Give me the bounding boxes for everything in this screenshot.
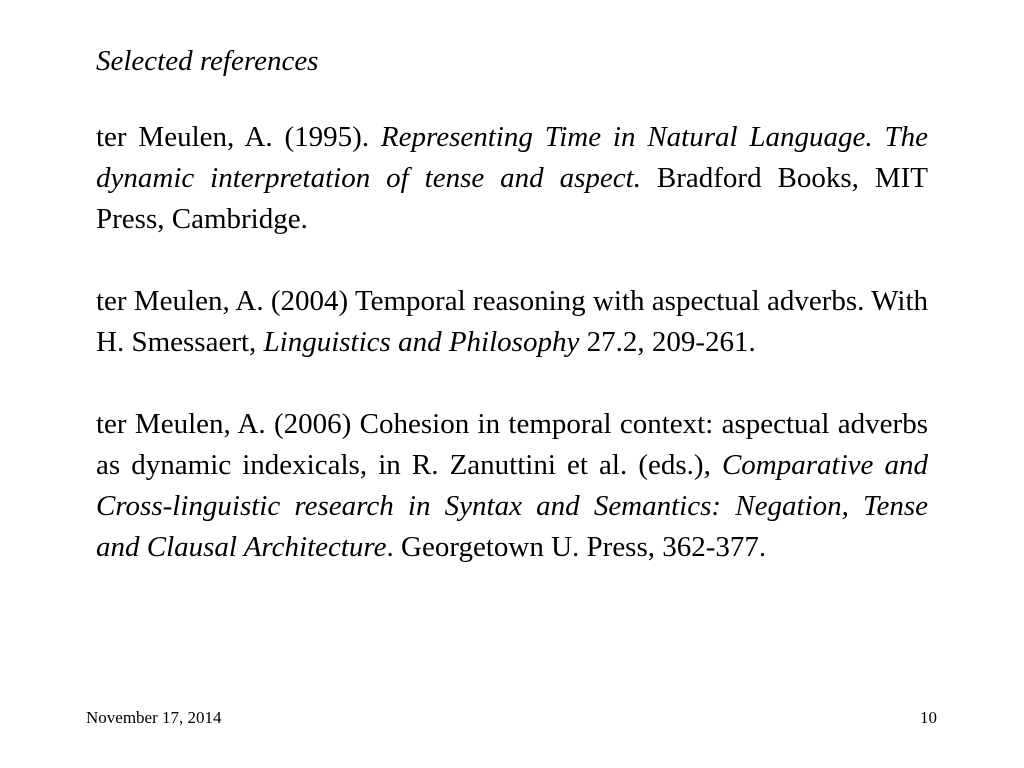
reference-2004	[96, 281, 928, 363]
reference-text: ter Meulen, A. (1995).	[96, 121, 381, 153]
footer-page-number: 10	[920, 708, 937, 727]
reference-text: ter Meulen, A. (2004) Temporal reasoning with aspectual adverbs. With H. Smessaert,	[96, 285, 928, 358]
reference-text: . Georgetown U. Press, 362-377.	[386, 531, 767, 563]
reference-1995	[96, 117, 928, 240]
reference-title-italic: , Comparative and Cross-linguistic research in Syntax and Semantics: Negation, Tense and Clausal Architecture	[96, 449, 928, 563]
reference-text: ter Meulen, A. (2006) Cohesion in temporal context: aspectual adverbs as dynamic indexicals, in R. Zanuttini et al. (eds.)	[96, 408, 928, 481]
reference-title-italic: Linguistics and Philosophy	[263, 326, 580, 358]
reference-text: 27.2, 209-261.	[579, 326, 756, 358]
footer-date: November 17, 2014	[86, 708, 222, 727]
reference-title-italic: Representing Time in Natural Language. The dynamic interpretation of tense and aspect.	[96, 121, 928, 194]
reference-text: Bradford Books, MIT Press, Cambridge.	[96, 162, 928, 235]
slide-content	[96, 38, 928, 568]
reference-2006	[96, 404, 928, 568]
slide-heading: Selected references	[96, 45, 319, 77]
